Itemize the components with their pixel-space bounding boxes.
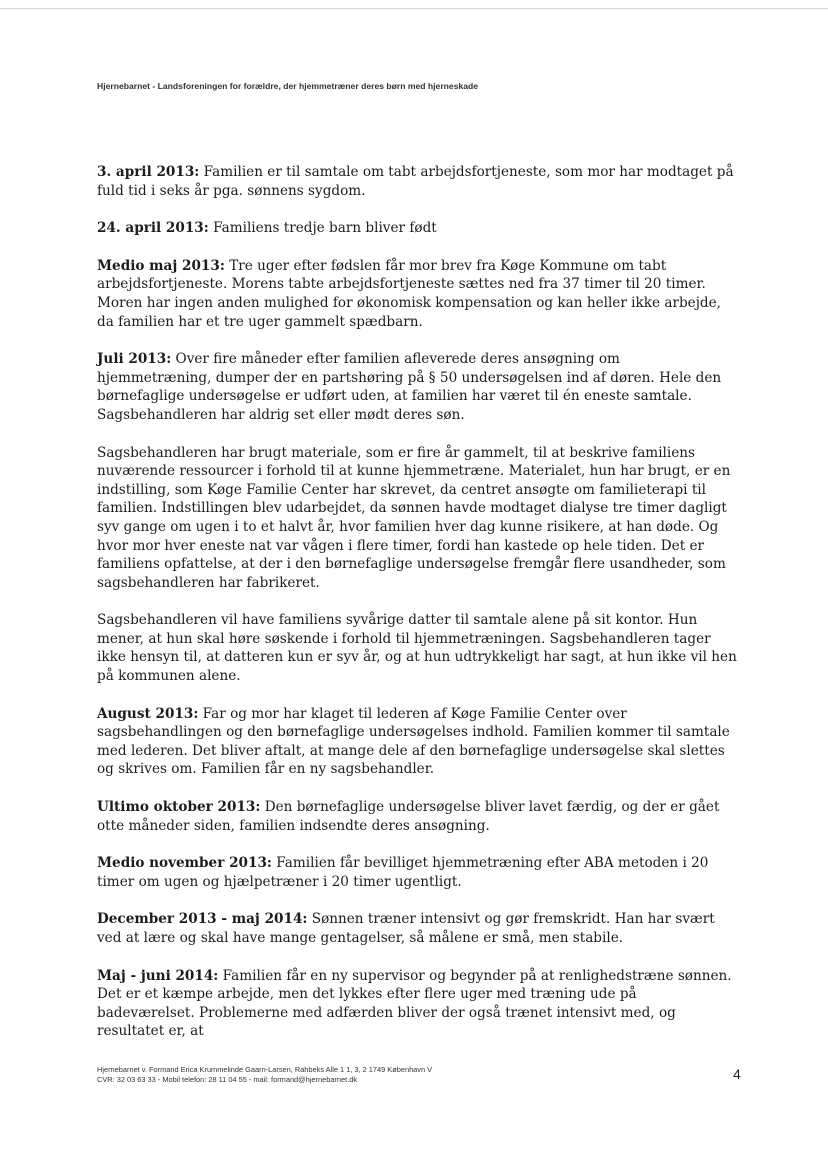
page-footer	[97, 1065, 657, 1084]
document-body	[97, 163, 737, 1060]
entry-text: Den børnefaglige undersøgelse bliver lavet færdig, og der er gået otte måneder siden, familien indsendte deres ansøgning.	[97, 799, 720, 834]
entry-date: August 2013:	[97, 705, 199, 722]
entry-date: Ultimo oktober 2013:	[97, 799, 261, 816]
entry-text: Sagsbehandleren vil have familiens syvårige datter til samtale alene på sit kontor. Hun mener, at hun skal høre søskende i forhold til hjemmetræningen. Sagsbehandleren tager ikke hensyn til, at datteren kun er syv år, og at hun udtrykkeligt har sagt, at hun ikke vil hen på kommunen alene.	[97, 612, 737, 685]
entry-text: Far og mor har klaget til lederen af Køge Familie Center over sagsbehandlingen og den børnefaglige undersøgelses indhold. Familien kommer til samtale med lederen. Det bliver aftalt, at mange dele af den børnefaglige undersøgelse skal slettes og skrives om. Familien får en ny sagsbehandler.	[97, 705, 730, 778]
paragraph	[97, 611, 737, 685]
page-header: Hjernebarnet - Landsforeningen for forældre, der hjemmetræner deres børn med hjerneskade	[97, 81, 479, 91]
entry-date: Juli 2013:	[97, 351, 172, 368]
footer-address: Hjernebarnet v. Formand Erica Krummelinde Gaarn-Larsen, Rahbeks Alle 1 1, 3, 2 1749 København V	[97, 1065, 433, 1074]
paragraph	[97, 163, 737, 200]
footer-contact: CVR: 32 03 63 33 - Mobil telefon: 28 11 04 55 - mail: formand@hjernebarnet.dk	[97, 1074, 358, 1084]
page-number: 4	[733, 1066, 741, 1082]
top-border-line	[0, 8, 828, 9]
entry-date: Maj - juni 2014:	[97, 967, 219, 984]
paragraph	[97, 798, 737, 835]
paragraph	[97, 444, 737, 593]
entry-date: 3. april 2013:	[97, 164, 200, 180]
entry-text: Familien får en ny supervisor og begynder på at renlighedstræne sønnen. Det er et kæmpe arbejde, men det lykkes efter flere uger med træning ude på badeværelset. Problemerne med adfærden bliver der også trænet intensivt med, og resultatet er, at	[97, 967, 732, 1040]
paragraph	[97, 854, 737, 891]
entry-text: Familien er til samtale om tabt arbejdsfortjeneste, som mor har modtaget på fuld tid i seks år pga. sønnens sygdom.	[97, 164, 734, 199]
paragraph	[97, 257, 737, 331]
paragraph	[97, 967, 737, 1041]
entry-text: Familien får bevilliget hjemmetræning efter ABA metoden i 20 timer om ugen og hjælpetræner i 20 timer ugentligt.	[97, 855, 709, 890]
paragraph	[97, 910, 737, 947]
entry-date: Medio november 2013:	[97, 855, 272, 872]
paragraph	[97, 705, 737, 779]
paragraph	[97, 350, 737, 424]
paragraph	[97, 219, 737, 238]
entry-text: Sønnen træner intensivt og gør fremskridt. Han har svært ved at lære og skal have mange gentagelser, så målene er små, men stabile.	[97, 911, 715, 946]
entry-date: 24. april 2013:	[97, 220, 209, 237]
entry-text: Sagsbehandleren har brugt materiale, som er fire år gammelt, til at beskrive familiens nuværende ressourcer i forhold til at kunne hjemmetræne. Materialet, hun har brugt, er en indstilling, som Køge Familie Center har skrevet, da centret ansøgte om familieterapi til familien. Indstillingen blev udarbejdet, da sønnen havde modtaget dialyse tre timer dagligt syv gange om ugen i to et halvt år, hvor familien hver dag kunne risikere, at han døde. Og hvor mor hver eneste nat var vågen i flere timer, fordi han kastede op hele tiden. Det er familiens opfattelse, at der i den børnefaglige undersøgelse fremgår flere usandheder, som sagsbehandleren har fabrikeret.	[97, 444, 731, 591]
entry-date: Medio maj 2013:	[97, 257, 225, 274]
entry-text: Over fire måneder efter familien afleverede deres ansøgning om hjemmetræning, dumper der en partshøring på § 50 undersøgelsen ind af døren. Hele den børnefaglige undersøgelse er udført uden, at familien har været til én eneste samtale. Sagsbehandleren har aldrig set eller mødt deres søn.	[97, 351, 722, 423]
entry-text: Familiens tredje barn bliver født	[208, 220, 437, 237]
entry-date: December 2013 - maj 2014:	[97, 911, 308, 928]
entry-text: Tre uger efter fødslen får mor brev fra Køge Kommune om tabt arbejdsfortjeneste. Morens tabte arbejdsfortjeneste sættes ned fra 37 timer til 20 timer. Moren har ingen anden mulighed for økonomisk kompensation og kan heller ikke arbejde, da familien har et tre uger gammelt spædbarn.	[97, 257, 721, 330]
